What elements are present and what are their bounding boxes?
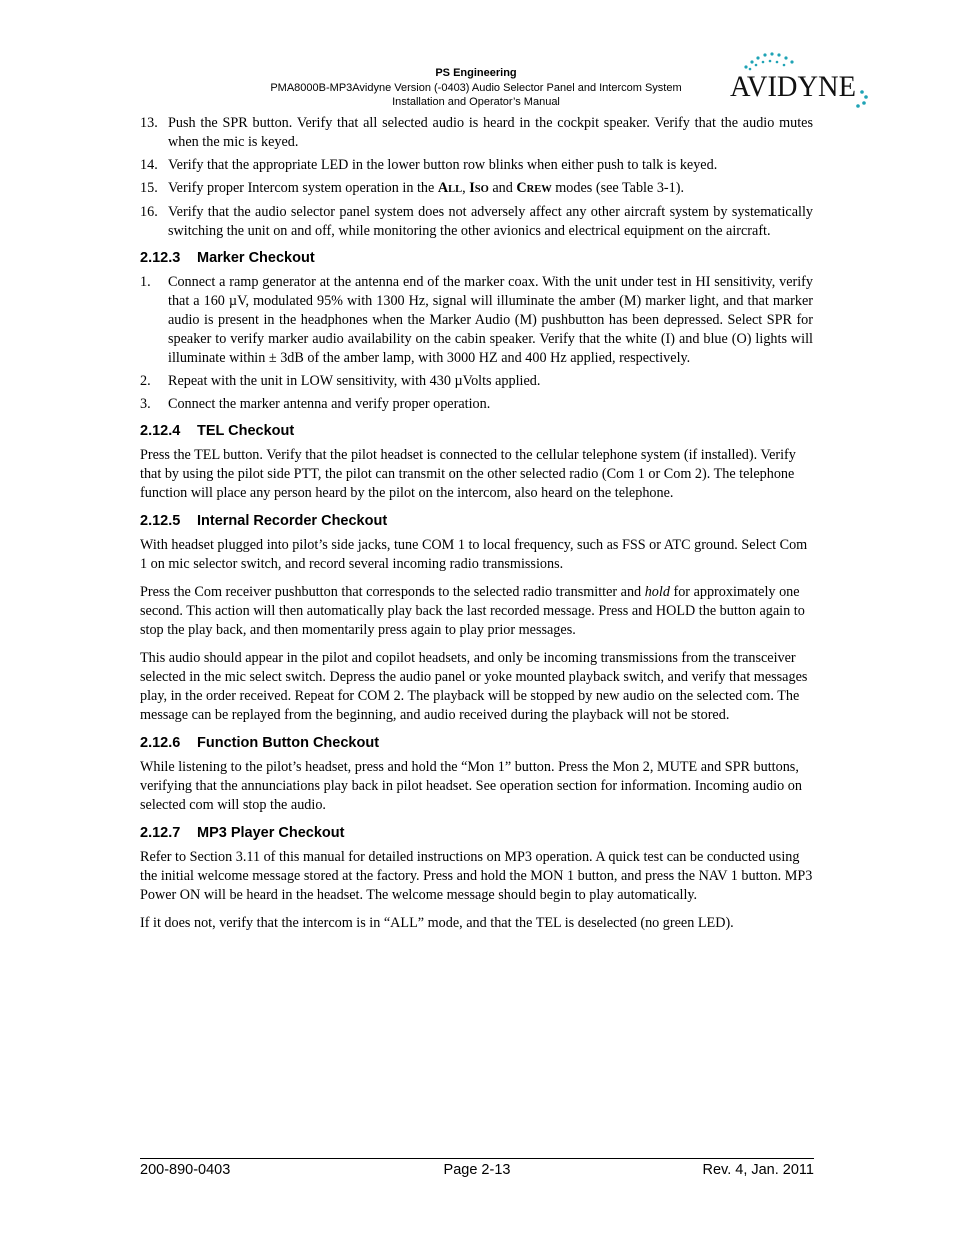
list-number: 3. bbox=[140, 396, 151, 412]
mp3-paragraph-1: Refer to Section 3.11 of this manual for detailed instructions on MP3 operation. A quick test can be conducted using the initial welcome message stored at the factory. Press and hold the MON 1 button, and press the NAV 1 button. MP3 Power ON will be heard in the headset. The welcome message should begin to play automatically. bbox=[140, 849, 813, 903]
header-title: PMA8000B-MP3Avidyne Version (-0403) Audio Selector Panel and Intercom System bbox=[270, 81, 682, 94]
list-item bbox=[140, 156, 813, 175]
page-header bbox=[230, 66, 722, 110]
section-heading-tel: 2.12.4 TEL Checkout bbox=[140, 423, 295, 439]
recorder-paragraph-1: With headset plugged into pilot’s side jacks, tune COM 1 to local frequency, such as FSS or ATC ground. Select Com 1 on mic selector switch, and record several incoming radio transmissions. bbox=[140, 537, 808, 572]
list-text: Push the SPR button. Verify that all selected audio is heard in the cockpit speaker. Verify that the audio mutes when the mic is keyed. bbox=[168, 115, 813, 150]
footer-doc-number: 200-890-0403 bbox=[140, 1162, 231, 1178]
mode-all: ALL bbox=[437, 180, 463, 196]
list-text: Verify proper Intercom system operation in the ALL, ISO and CREW modes (see Table 3-1). bbox=[168, 180, 685, 196]
list-number: 2. bbox=[140, 373, 151, 389]
mp3-paragraph-2: If it does not, verify that the intercom is in “ALL” mode, and that the TEL is deselected (no green LED). bbox=[140, 915, 734, 931]
list-number: 15. bbox=[140, 180, 158, 196]
list-item bbox=[140, 273, 813, 368]
recorder-paragraph-3: This audio should appear in the pilot and copilot headsets, and only be incoming transmissions from the transceiver selected in the mic select switch. Depress the audio panel or yoke mounted playback switch, and verify that messages play, in the order received. Repeat for COM 2. The playback will be stopped by new audio on the selected com. The message can be replayed from the beginning, and audio received during the playback will not be stored. bbox=[140, 650, 808, 723]
list-number: 14. bbox=[140, 157, 158, 173]
footer-divider bbox=[140, 1158, 814, 1159]
list-item bbox=[140, 203, 813, 241]
avidyne-logo bbox=[726, 50, 872, 114]
list-text: Connect a ramp generator at the antenna end of the marker coax. With the unit under test in HI sensitivity, verify that a 160 µV, modulated 95% with 1300 Hz, signal will illuminate the amber (M) marker light, and that marker audio is present in the headphones when the Marker Audio (M) pushbutton has been depressed. Select SPR for speaker to verify marker audio availability on the cabin speaker. Verify that the white (I) and blue (O) lights will illuminate within ± 3dB of the amber lamp, with 3000 HZ and 400 Hz applied, respectively. bbox=[168, 274, 813, 366]
function-paragraph: While listening to the pilot’s headset, press and hold the “Mon 1” button. Press the Mon 2, MUTE and SPR buttons, verifying that the annunciations play back in pilot headset. See operation section for information. Incoming audio on selected com will stop the audio. bbox=[140, 759, 802, 813]
tel-paragraph: Press the TEL button. Verify that the pilot headset is connected to the cellular telephone system (if installed). Verify that by using the pilot side PTT, the pilot can transmit on the other selected radio (Com 1 or Com 2). The telephone function will place any person heard by the pilot on the intercom, also heard on the telephone. bbox=[140, 447, 796, 501]
list-text: Verify that the appropriate LED in the lower button row blinks when either push to talk is keyed. bbox=[168, 157, 718, 173]
section-heading-recorder: 2.12.5 Internal Recorder Checkout bbox=[140, 513, 388, 529]
header-subtitle: Installation and Operator’s Manual bbox=[392, 96, 560, 108]
list-number: 1. bbox=[140, 274, 151, 290]
list-item bbox=[140, 114, 813, 152]
logo-wordmark: AVIDYNE bbox=[730, 70, 856, 103]
recorder-paragraph-2: Press the Com receiver pushbutton that corresponds to the selected radio transmitter and hold for approximately one second. This action will then automatically play back the last recorded message. Press and HOLD the button again to stop the play back, and then momentarily press again to play prior messages. bbox=[140, 584, 805, 638]
list-number: 16. bbox=[140, 204, 158, 220]
list-text: Verify that the audio selector panel system does not adversely affect any other aircraft system by systematically switching the unit on and off, while monitoring the other avionics and electrical equipment on the aircraft. bbox=[168, 204, 813, 239]
section-heading-marker: 2.12.3 Marker Checkout bbox=[140, 250, 315, 266]
list-item bbox=[140, 179, 813, 199]
section-heading-mp3: 2.12.7 MP3 Player Checkout bbox=[140, 825, 345, 841]
list-item bbox=[140, 372, 813, 391]
mode-crew: CREW bbox=[516, 180, 552, 196]
page-body bbox=[140, 114, 813, 942]
section-heading-function: 2.12.6 Function Button Checkout bbox=[140, 735, 380, 751]
list-item bbox=[140, 395, 813, 414]
footer-page-number: Page 2-13 bbox=[443, 1162, 511, 1178]
mode-iso: ISO bbox=[469, 180, 489, 196]
header-company: PS Engineering bbox=[435, 67, 517, 79]
list-text: Repeat with the unit in LOW sensitivity, with 430 µVolts applied. bbox=[168, 373, 541, 389]
list-text: Connect the marker antenna and verify proper operation. bbox=[168, 396, 491, 412]
footer-revision: Rev. 4, Jan. 2011 bbox=[702, 1162, 814, 1178]
list-number: 13. bbox=[140, 115, 158, 131]
